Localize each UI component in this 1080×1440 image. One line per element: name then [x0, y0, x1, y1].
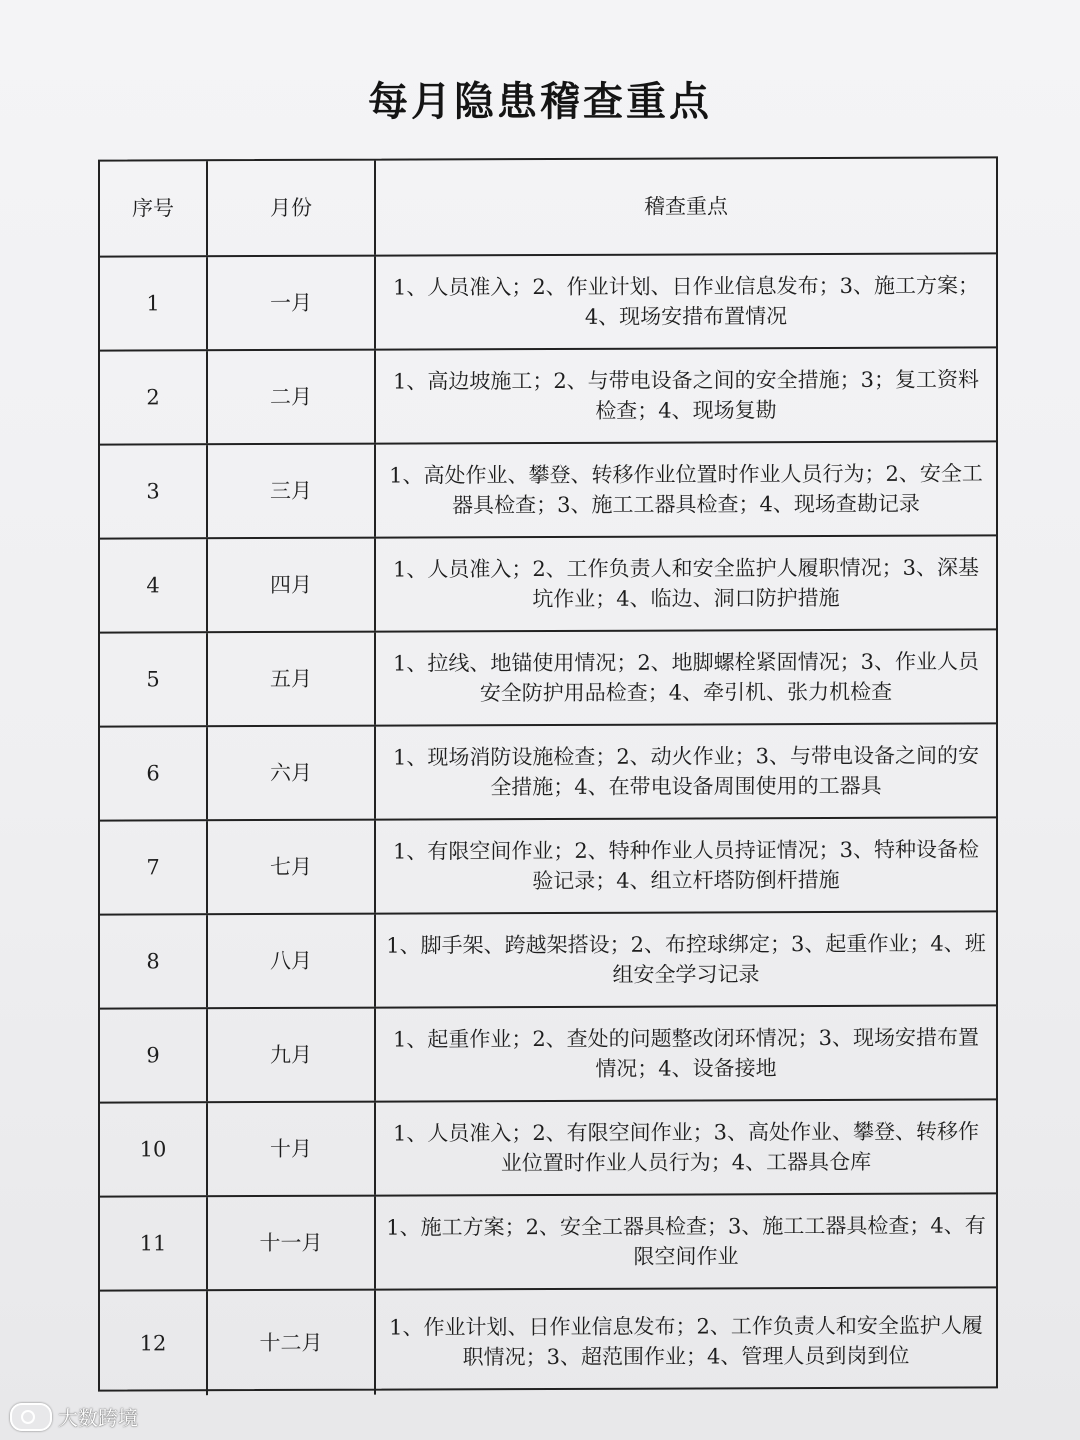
row-focus: 1、高边坡施工；2、与带电设备之间的安全措施；3；复工资料检查；4、现场复勘 [392, 367, 980, 423]
row-no: 4 [100, 539, 208, 631]
header-month: 月份 [208, 161, 376, 256]
row-focus: 1、脚手架、跨越架搭设；2、布控球绑定；3、起重作业；4、班组安全学习记录 [386, 931, 986, 987]
row-no: 10 [100, 1103, 208, 1195]
page-title: 每月隐患稽查重点 [368, 79, 712, 125]
table-row [100, 536, 996, 633]
row-month: 十二月 [208, 1291, 376, 1396]
row-month: 九月 [208, 1009, 376, 1102]
row-no: 1 [100, 257, 208, 349]
row-no: 5 [100, 633, 208, 725]
row-month: 八月 [208, 915, 376, 1008]
row-focus: 1、人员准入；2、有限空间作业；3、高处作业、攀登、转移作业位置时作业人员行为；4、工器具仓库 [392, 1119, 980, 1176]
row-month: 三月 [208, 445, 376, 538]
table-row [100, 818, 996, 915]
table-row [100, 1194, 996, 1291]
row-no: 2 [100, 351, 208, 443]
row-no: 12 [100, 1291, 208, 1395]
row-focus: 1、有限空间作业；2、特种作业人员持证情况；3、特种设备检验记录；4、组立杆塔防倒杆措施 [392, 837, 980, 894]
row-no: 9 [100, 1009, 208, 1101]
row-focus: 1、作业计划、日作业信息发布；2、工作负责人和安全监护人履职情况；3、超范围作业；4、管理人员到岗到位 [389, 1313, 983, 1370]
row-focus: 1、现场消防设施检查；2、动火作业；3、与带电设备之间的安全措施；4、在带电设备周围使用的工器具 [392, 743, 980, 800]
row-focus: 1、人员准入；2、作业计划、日作业信息发布；3、施工方案；4、现场安措布置情况 [392, 273, 980, 329]
table-header-row [100, 158, 996, 257]
table-row [100, 1288, 996, 1395]
row-month: 五月 [208, 633, 376, 726]
row-no: 7 [100, 821, 208, 913]
table-row [100, 1006, 996, 1103]
table-row [100, 254, 996, 351]
watermark [10, 1402, 138, 1431]
table-row [100, 1100, 996, 1197]
header-focus: 稽查重点 [644, 194, 728, 219]
row-month: 一月 [208, 257, 376, 350]
table-row [100, 724, 996, 821]
table-row [100, 442, 996, 539]
table-row [100, 630, 996, 727]
row-focus: 1、拉线、地锚使用情况；2、地脚螺栓紧固情况；3、作业人员安全防护用品检查；4、牵引机、张力机检查 [392, 649, 980, 706]
row-no: 11 [100, 1197, 208, 1289]
inspection-table [98, 156, 998, 1391]
row-month: 七月 [208, 821, 376, 914]
row-focus: 1、高处作业、攀登、转移作业位置时作业人员行为；2、安全工器具检查；3、施工工器具检查；4、现场查勘记录 [389, 461, 983, 518]
table-row [100, 912, 996, 1009]
row-no: 8 [100, 915, 208, 1007]
table-row [100, 348, 996, 445]
row-focus: 1、起重作业；2、查处的问题整改闭环情况；3、现场安措布置情况；4、设备接地 [392, 1025, 980, 1081]
row-month: 二月 [208, 351, 376, 444]
row-focus: 1、施工方案；2、安全工器具检查；3、施工工器具检查；4、有限空间作业 [386, 1213, 986, 1269]
row-month: 四月 [208, 539, 376, 632]
row-month: 十月 [208, 1103, 376, 1196]
row-month: 六月 [208, 727, 376, 820]
row-focus: 1、人员准入；2、工作负责人和安全监护人履职情况；3、深基坑作业；4、临边、洞口防护措施 [392, 555, 980, 612]
watermark-text: 大数跨境 [58, 1406, 138, 1430]
chat-bubble-icon [10, 1403, 52, 1431]
row-no: 6 [100, 727, 208, 819]
row-no: 3 [100, 445, 208, 537]
row-month: 十一月 [208, 1197, 376, 1290]
header-no: 序号 [100, 161, 208, 255]
